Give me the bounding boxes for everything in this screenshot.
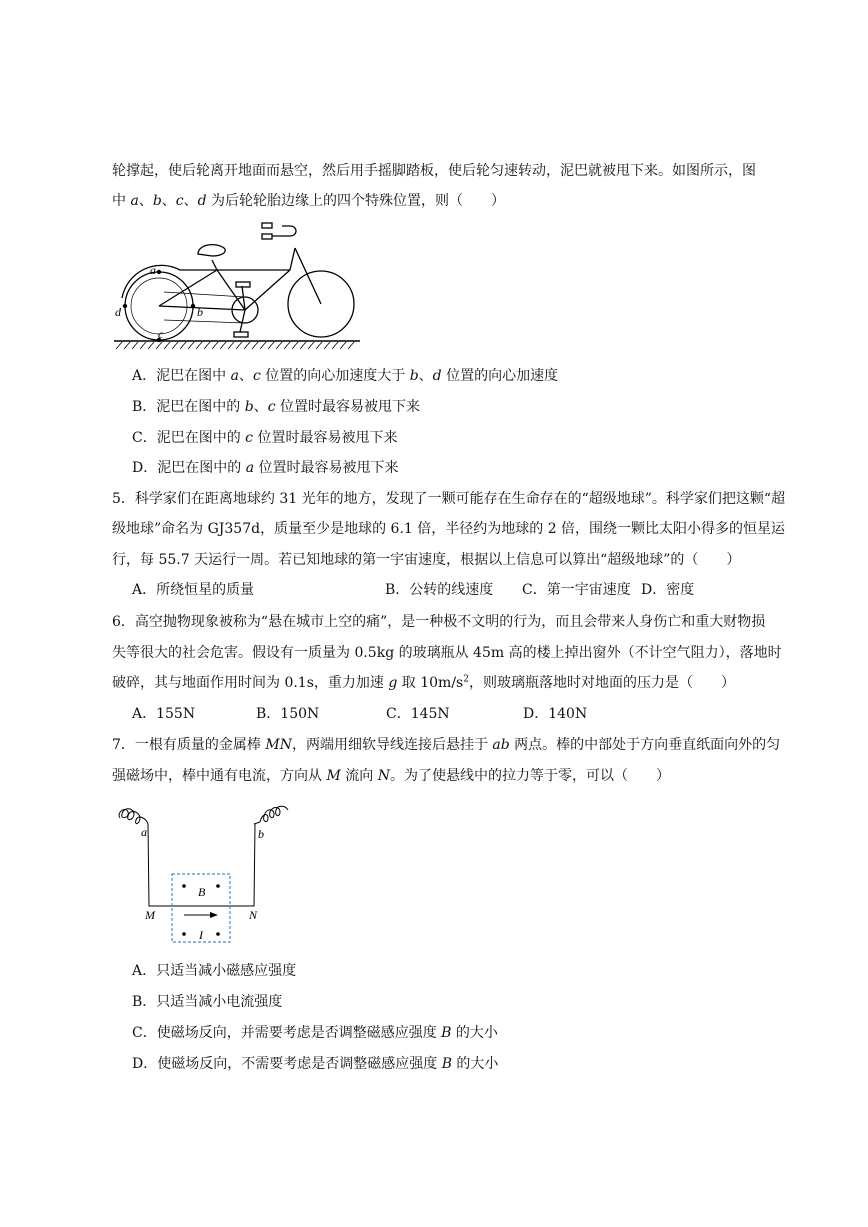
left-spring-icon xyxy=(119,809,148,824)
q4-stem-line1: 轮撑起，使后轮离开地面而悬空，然后用手摇脚踏板，使后轮匀速转动，泥巴就被甩下来。如图所示，图 xyxy=(112,163,756,179)
right-spring-icon xyxy=(260,806,288,822)
bicycle-figure xyxy=(112,218,362,353)
q7-option-b: B．只适当减小电流强度 xyxy=(132,994,283,1010)
point-a xyxy=(157,270,161,274)
label-a: a xyxy=(141,825,147,839)
q4-option-d: D．泥巴在图中的 a 位置时最容易被甩下来 xyxy=(132,460,399,476)
q5-stem-line2: 级地球”命名为 GJ357d，质量至少是地球的 6.1 倍，半径约为地球的 2 倍，围绕一颗比太阳小得多的恒星运 xyxy=(112,521,786,537)
point-b xyxy=(191,304,195,308)
q5-option-d: D．密度 xyxy=(641,582,695,598)
q6-option-a: A．155N xyxy=(132,706,196,722)
label-B: B xyxy=(198,885,206,899)
q7-stem-line1: 7．一根有质量的金属棒 MN，两端用细软导线连接后悬挂于 ab 两点。棒的中部处于方向垂直纸面向外的匀 xyxy=(112,737,781,753)
q5-option-c: C．第一宇宙速度 xyxy=(522,582,631,598)
q7-option-c: C．使磁场反向，并需要考虑是否调整磁感应强度 B 的大小 xyxy=(132,1025,498,1041)
q5-option-a: A．所绕恒星的质量 xyxy=(132,582,255,598)
q6-stem-line3: 破碎，其与地面作用时间为 0.1s，重力加速 g 取 $10m/s^2$，则玻璃瓶落地时对地面的压力是（ ） xyxy=(112,674,735,691)
q6-stem-line2: 失等很大的社会危害。假设有一质量为 0.5kg 的玻璃瓶从 45m 高的楼上掉出窗外（不计空气阻力），落地时 xyxy=(112,645,782,661)
q4-option-c: C．泥巴在图中的 c 位置时最容易被甩下来 xyxy=(132,430,398,446)
q5-stem-line1: 5．科学家们在距离地球约 31 光年的地方，发现了一颗可能存在生命存在的“超级地球”。科学家们把这颗“超 xyxy=(112,491,786,507)
magnetic-field-figure xyxy=(112,800,302,950)
q6-stem-line1: 6．高空抛物现象被称为“悬在城市上空的痛”，是一种极不文明的行为，而且会带来人身伤亡和重大财物损 xyxy=(112,614,766,630)
label-N: N xyxy=(249,908,258,922)
label-a: a xyxy=(150,263,156,277)
label-I: I xyxy=(199,928,203,942)
q4-option-a: A．泥巴在图中 a、c 位置的向心加速度大于 b、d 位置的向心加速度 xyxy=(132,368,559,384)
q6-option-c: C．145N xyxy=(386,706,450,722)
label-d: d xyxy=(115,305,121,319)
q4-stem-line2: 中 a、b、c、d 为后轮轮胎边缘上的四个特殊位置，则（ ） xyxy=(112,193,506,209)
label-M: M xyxy=(145,908,155,922)
q6-option-b: B．150N xyxy=(256,706,320,722)
label-c: c xyxy=(158,327,164,341)
q4-option-b: B．泥巴在图中的 b、c 位置时最容易被甩下来 xyxy=(132,399,421,415)
label-b: b xyxy=(197,305,203,319)
q7-stem-line2: 强磁场中，棒中通有电流，方向从 M 流向 N。为了使悬线中的拉力等于零，可以（ ） xyxy=(112,768,670,784)
q7-option-a: A．只适当减小磁感应强度 xyxy=(132,963,297,979)
point-d xyxy=(123,304,127,308)
q7-option-d: D．使磁场反向，不需要考虑是否调整磁感应强度 B 的大小 xyxy=(132,1056,499,1072)
q5-stem-line3: 行，每 55.7 天运行一周。若已知地球的第一宇宙速度，根据以上信息可以算出“超级地球”的（ ） xyxy=(112,552,741,568)
q6-option-d: D．140N xyxy=(523,706,588,722)
label-b: b xyxy=(258,827,264,841)
q5-option-b: B．公转的线速度 xyxy=(385,582,494,598)
